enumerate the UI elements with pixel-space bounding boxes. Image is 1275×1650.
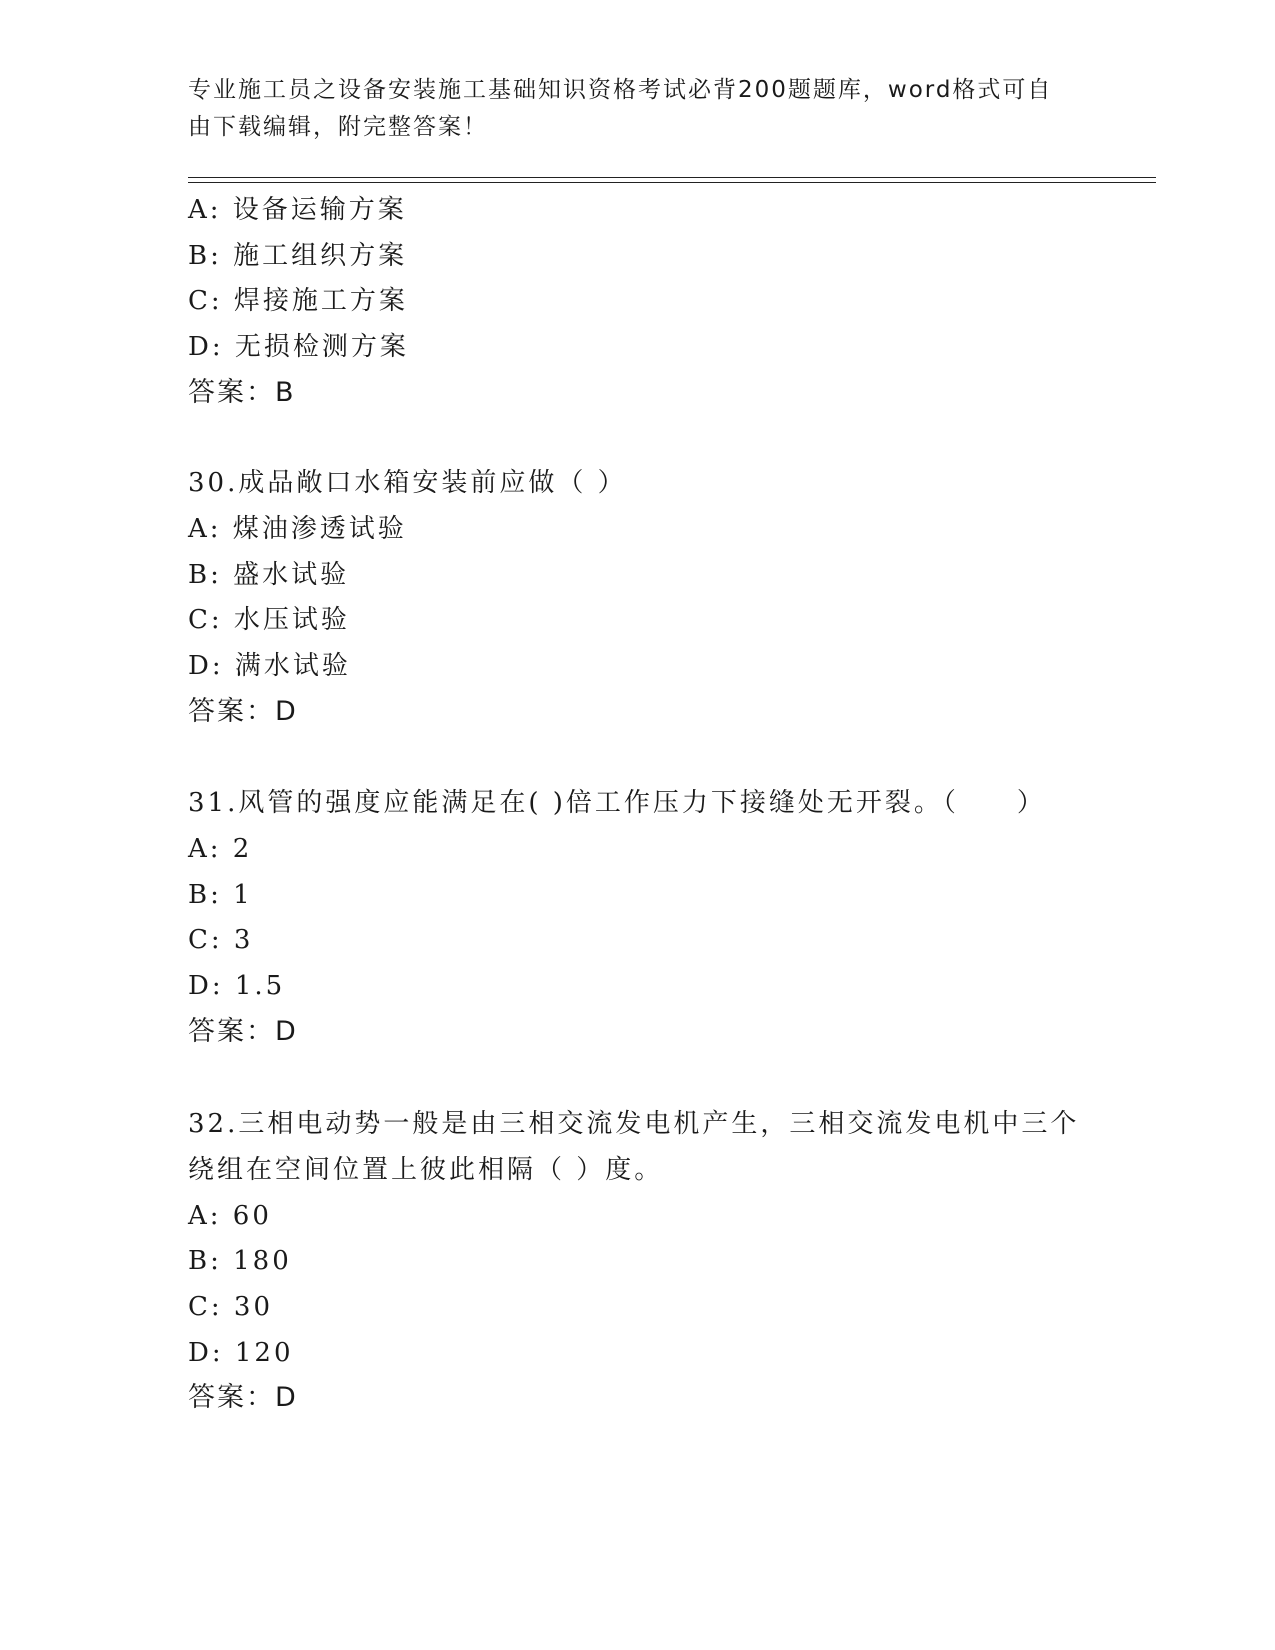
option-a: A: 2 [188,834,253,864]
option-c: C: 水压试验 [188,605,350,635]
question-stem: 30.成品敞口水箱安装前应做（ ） [188,468,627,498]
option-b: B: 1 [188,880,253,910]
question-stem: 31.风管的强度应能满足在( )倍工作压力下接缝处无开裂。（ ） [188,788,1046,818]
option-c: C: 30 [188,1292,274,1322]
option-d: D: 满水试验 [188,651,351,681]
divider-line [188,177,1156,178]
question-stem: 32.三相电动势一般是由三相交流发电机产生，三相交流发电机中三个 [188,1109,1080,1139]
question-stem-continued: 绕组在空间位置上彼此相隔（ ）度。 [188,1155,664,1185]
option-b: B: 盛水试验 [188,560,350,590]
option-d: D: 120 [188,1338,294,1368]
answer-line: 答案：D [188,1016,298,1047]
answer-line: 答案：D [188,696,298,727]
document-title: 专业施工员之设备安装施工基础知识资格考试必背200题题库，word格式可自由下载编辑，附完整答案！ [188,77,1053,140]
option-a: A: 煤油渗透试验 [188,514,407,544]
option-c: C: 焊接施工方案 [188,286,408,316]
answer-line: 答案：B [188,377,296,408]
option-d: D: 1.5 [188,971,286,1001]
option-a: A: 设备运输方案 [188,195,407,225]
option-b: B: 施工组织方案 [188,241,408,271]
option-b: B: 180 [188,1246,292,1276]
answer-line: 答案：D [188,1382,298,1413]
option-d: D: 无损检测方案 [188,332,409,362]
option-a: A: 60 [188,1201,272,1231]
option-c: C: 3 [188,925,254,955]
divider-line [188,182,1156,183]
